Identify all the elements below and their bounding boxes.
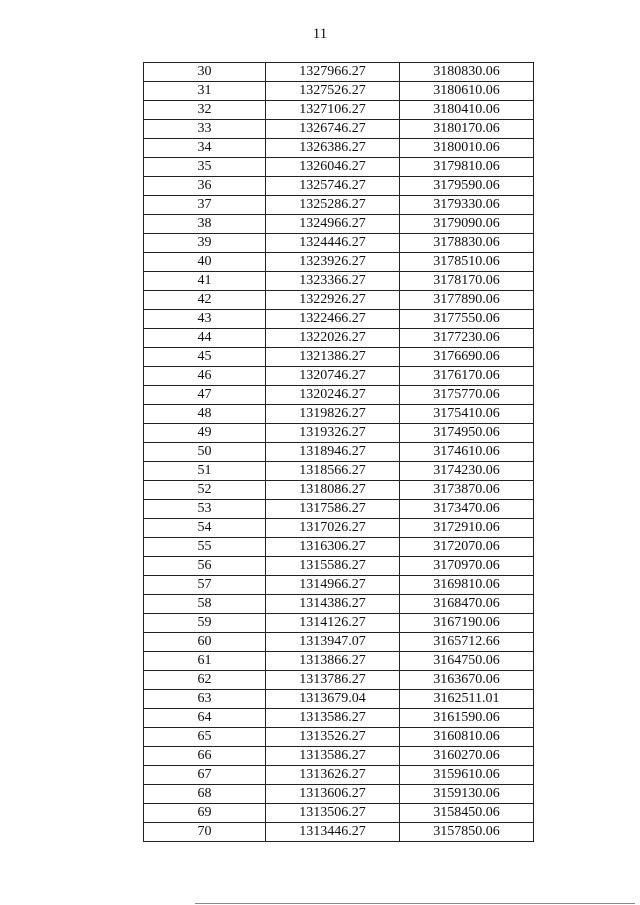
x-coordinate-cell: 1318086.27 (266, 481, 400, 500)
y-coordinate-cell: 3176690.06 (400, 348, 534, 367)
y-coordinate-cell: 3157850.06 (400, 823, 534, 842)
point-number-cell: 43 (144, 310, 266, 329)
table-row (144, 519, 534, 538)
table-row (144, 310, 534, 329)
y-coordinate-cell: 3178830.06 (400, 234, 534, 253)
table-row (144, 120, 534, 139)
x-coordinate-cell: 1327106.27 (266, 101, 400, 120)
x-coordinate-cell: 1326046.27 (266, 158, 400, 177)
x-coordinate-cell: 1317586.27 (266, 500, 400, 519)
y-coordinate-cell: 3179090.06 (400, 215, 534, 234)
y-coordinate-cell: 3179810.06 (400, 158, 534, 177)
x-coordinate-cell: 1317026.27 (266, 519, 400, 538)
x-coordinate-cell: 1314386.27 (266, 595, 400, 614)
y-coordinate-cell: 3163670.06 (400, 671, 534, 690)
point-number-cell: 39 (144, 234, 266, 253)
table-row (144, 785, 534, 804)
point-number-cell: 42 (144, 291, 266, 310)
point-number-cell: 52 (144, 481, 266, 500)
x-coordinate-cell: 1313626.27 (266, 766, 400, 785)
point-number-cell: 59 (144, 614, 266, 633)
x-coordinate-cell: 1313679.04 (266, 690, 400, 709)
y-coordinate-cell: 3159610.06 (400, 766, 534, 785)
table-row (144, 614, 534, 633)
table-row (144, 253, 534, 272)
y-coordinate-cell: 3177550.06 (400, 310, 534, 329)
y-coordinate-cell: 3168470.06 (400, 595, 534, 614)
x-coordinate-cell: 1313586.27 (266, 709, 400, 728)
table-row (144, 348, 534, 367)
x-coordinate-cell: 1313506.27 (266, 804, 400, 823)
table-row (144, 671, 534, 690)
table-row (144, 386, 534, 405)
x-coordinate-cell: 1313446.27 (266, 823, 400, 842)
y-coordinate-cell: 3160270.06 (400, 747, 534, 766)
table-row (144, 576, 534, 595)
point-number-cell: 50 (144, 443, 266, 462)
table-row (144, 234, 534, 253)
table-row (144, 747, 534, 766)
table-row (144, 804, 534, 823)
y-coordinate-cell: 3160810.06 (400, 728, 534, 747)
table-row (144, 272, 534, 291)
point-number-cell: 60 (144, 633, 266, 652)
point-number-cell: 34 (144, 139, 266, 158)
point-number-cell: 69 (144, 804, 266, 823)
point-number-cell: 53 (144, 500, 266, 519)
y-coordinate-cell: 3180010.06 (400, 139, 534, 158)
point-number-cell: 38 (144, 215, 266, 234)
x-coordinate-cell: 1325746.27 (266, 177, 400, 196)
x-coordinate-cell: 1313786.27 (266, 671, 400, 690)
table-row (144, 538, 534, 557)
y-coordinate-cell: 3178510.06 (400, 253, 534, 272)
table-row (144, 823, 534, 842)
table-row (144, 633, 534, 652)
point-number-cell: 46 (144, 367, 266, 386)
bottom-rule (195, 903, 635, 904)
x-coordinate-cell: 1322926.27 (266, 291, 400, 310)
x-coordinate-cell: 1322466.27 (266, 310, 400, 329)
point-number-cell: 56 (144, 557, 266, 576)
x-coordinate-cell: 1327526.27 (266, 82, 400, 101)
x-coordinate-cell: 1321386.27 (266, 348, 400, 367)
table-row (144, 481, 534, 500)
y-coordinate-cell: 3158450.06 (400, 804, 534, 823)
table-row (144, 652, 534, 671)
y-coordinate-cell: 3161590.06 (400, 709, 534, 728)
x-coordinate-cell: 1327966.27 (266, 63, 400, 82)
x-coordinate-cell: 1313526.27 (266, 728, 400, 747)
x-coordinate-cell: 1313947.07 (266, 633, 400, 652)
table-row (144, 595, 534, 614)
point-number-cell: 65 (144, 728, 266, 747)
point-number-cell: 61 (144, 652, 266, 671)
point-number-cell: 66 (144, 747, 266, 766)
x-coordinate-cell: 1319326.27 (266, 424, 400, 443)
y-coordinate-cell: 3174950.06 (400, 424, 534, 443)
table-row (144, 424, 534, 443)
x-coordinate-cell: 1316306.27 (266, 538, 400, 557)
table-row (144, 557, 534, 576)
table-row (144, 728, 534, 747)
table-row (144, 329, 534, 348)
y-coordinate-cell: 3173870.06 (400, 481, 534, 500)
table-row (144, 291, 534, 310)
y-coordinate-cell: 3172070.06 (400, 538, 534, 557)
y-coordinate-cell: 3175410.06 (400, 405, 534, 424)
y-coordinate-cell: 3173470.06 (400, 500, 534, 519)
y-coordinate-cell: 3165712.66 (400, 633, 534, 652)
point-number-cell: 57 (144, 576, 266, 595)
point-number-cell: 67 (144, 766, 266, 785)
table-row (144, 766, 534, 785)
x-coordinate-cell: 1322026.27 (266, 329, 400, 348)
point-number-cell: 32 (144, 101, 266, 120)
table-row (144, 139, 534, 158)
point-number-cell: 41 (144, 272, 266, 291)
point-number-cell: 64 (144, 709, 266, 728)
y-coordinate-cell: 3174610.06 (400, 443, 534, 462)
y-coordinate-cell: 3180610.06 (400, 82, 534, 101)
table-row (144, 82, 534, 101)
y-coordinate-cell: 3175770.06 (400, 386, 534, 405)
point-number-cell: 36 (144, 177, 266, 196)
x-coordinate-cell: 1313586.27 (266, 747, 400, 766)
point-number-cell: 30 (144, 63, 266, 82)
point-number-cell: 35 (144, 158, 266, 177)
x-coordinate-cell: 1326386.27 (266, 139, 400, 158)
table-row (144, 709, 534, 728)
point-number-cell: 68 (144, 785, 266, 804)
point-number-cell: 70 (144, 823, 266, 842)
x-coordinate-cell: 1323926.27 (266, 253, 400, 272)
point-number-cell: 40 (144, 253, 266, 272)
y-coordinate-cell: 3179590.06 (400, 177, 534, 196)
x-coordinate-cell: 1315586.27 (266, 557, 400, 576)
table-row (144, 158, 534, 177)
y-coordinate-cell: 3169810.06 (400, 576, 534, 595)
y-coordinate-cell: 3180830.06 (400, 63, 534, 82)
y-coordinate-cell: 3162511.01 (400, 690, 534, 709)
table-row (144, 215, 534, 234)
y-coordinate-cell: 3164750.06 (400, 652, 534, 671)
point-number-cell: 44 (144, 329, 266, 348)
point-number-cell: 51 (144, 462, 266, 481)
x-coordinate-cell: 1326746.27 (266, 120, 400, 139)
y-coordinate-cell: 3170970.06 (400, 557, 534, 576)
coordinates-table (143, 62, 534, 842)
y-coordinate-cell: 3172910.06 (400, 519, 534, 538)
x-coordinate-cell: 1324966.27 (266, 215, 400, 234)
x-coordinate-cell: 1323366.27 (266, 272, 400, 291)
table-row (144, 101, 534, 120)
x-coordinate-cell: 1313606.27 (266, 785, 400, 804)
table-row (144, 405, 534, 424)
table-row (144, 500, 534, 519)
point-number-cell: 63 (144, 690, 266, 709)
x-coordinate-cell: 1320246.27 (266, 386, 400, 405)
y-coordinate-cell: 3174230.06 (400, 462, 534, 481)
point-number-cell: 49 (144, 424, 266, 443)
y-coordinate-cell: 3177890.06 (400, 291, 534, 310)
table-row (144, 462, 534, 481)
point-number-cell: 55 (144, 538, 266, 557)
x-coordinate-cell: 1319826.27 (266, 405, 400, 424)
y-coordinate-cell: 3180410.06 (400, 101, 534, 120)
table-row (144, 196, 534, 215)
table-row (144, 63, 534, 82)
y-coordinate-cell: 3177230.06 (400, 329, 534, 348)
x-coordinate-cell: 1320746.27 (266, 367, 400, 386)
point-number-cell: 54 (144, 519, 266, 538)
y-coordinate-cell: 3178170.06 (400, 272, 534, 291)
x-coordinate-cell: 1325286.27 (266, 196, 400, 215)
point-number-cell: 48 (144, 405, 266, 424)
table-row (144, 177, 534, 196)
y-coordinate-cell: 3179330.06 (400, 196, 534, 215)
point-number-cell: 62 (144, 671, 266, 690)
y-coordinate-cell: 3167190.06 (400, 614, 534, 633)
x-coordinate-cell: 1314126.27 (266, 614, 400, 633)
point-number-cell: 58 (144, 595, 266, 614)
point-number-cell: 33 (144, 120, 266, 139)
table-row (144, 367, 534, 386)
point-number-cell: 45 (144, 348, 266, 367)
point-number-cell: 31 (144, 82, 266, 101)
y-coordinate-cell: 3180170.06 (400, 120, 534, 139)
x-coordinate-cell: 1318566.27 (266, 462, 400, 481)
y-coordinate-cell: 3159130.06 (400, 785, 534, 804)
coordinates-table-body (144, 63, 534, 842)
point-number-cell: 47 (144, 386, 266, 405)
table-row (144, 690, 534, 709)
x-coordinate-cell: 1314966.27 (266, 576, 400, 595)
point-number-cell: 37 (144, 196, 266, 215)
x-coordinate-cell: 1318946.27 (266, 443, 400, 462)
page-number: 11 (312, 26, 328, 42)
x-coordinate-cell: 1313866.27 (266, 652, 400, 671)
y-coordinate-cell: 3176170.06 (400, 367, 534, 386)
x-coordinate-cell: 1324446.27 (266, 234, 400, 253)
table-row (144, 443, 534, 462)
